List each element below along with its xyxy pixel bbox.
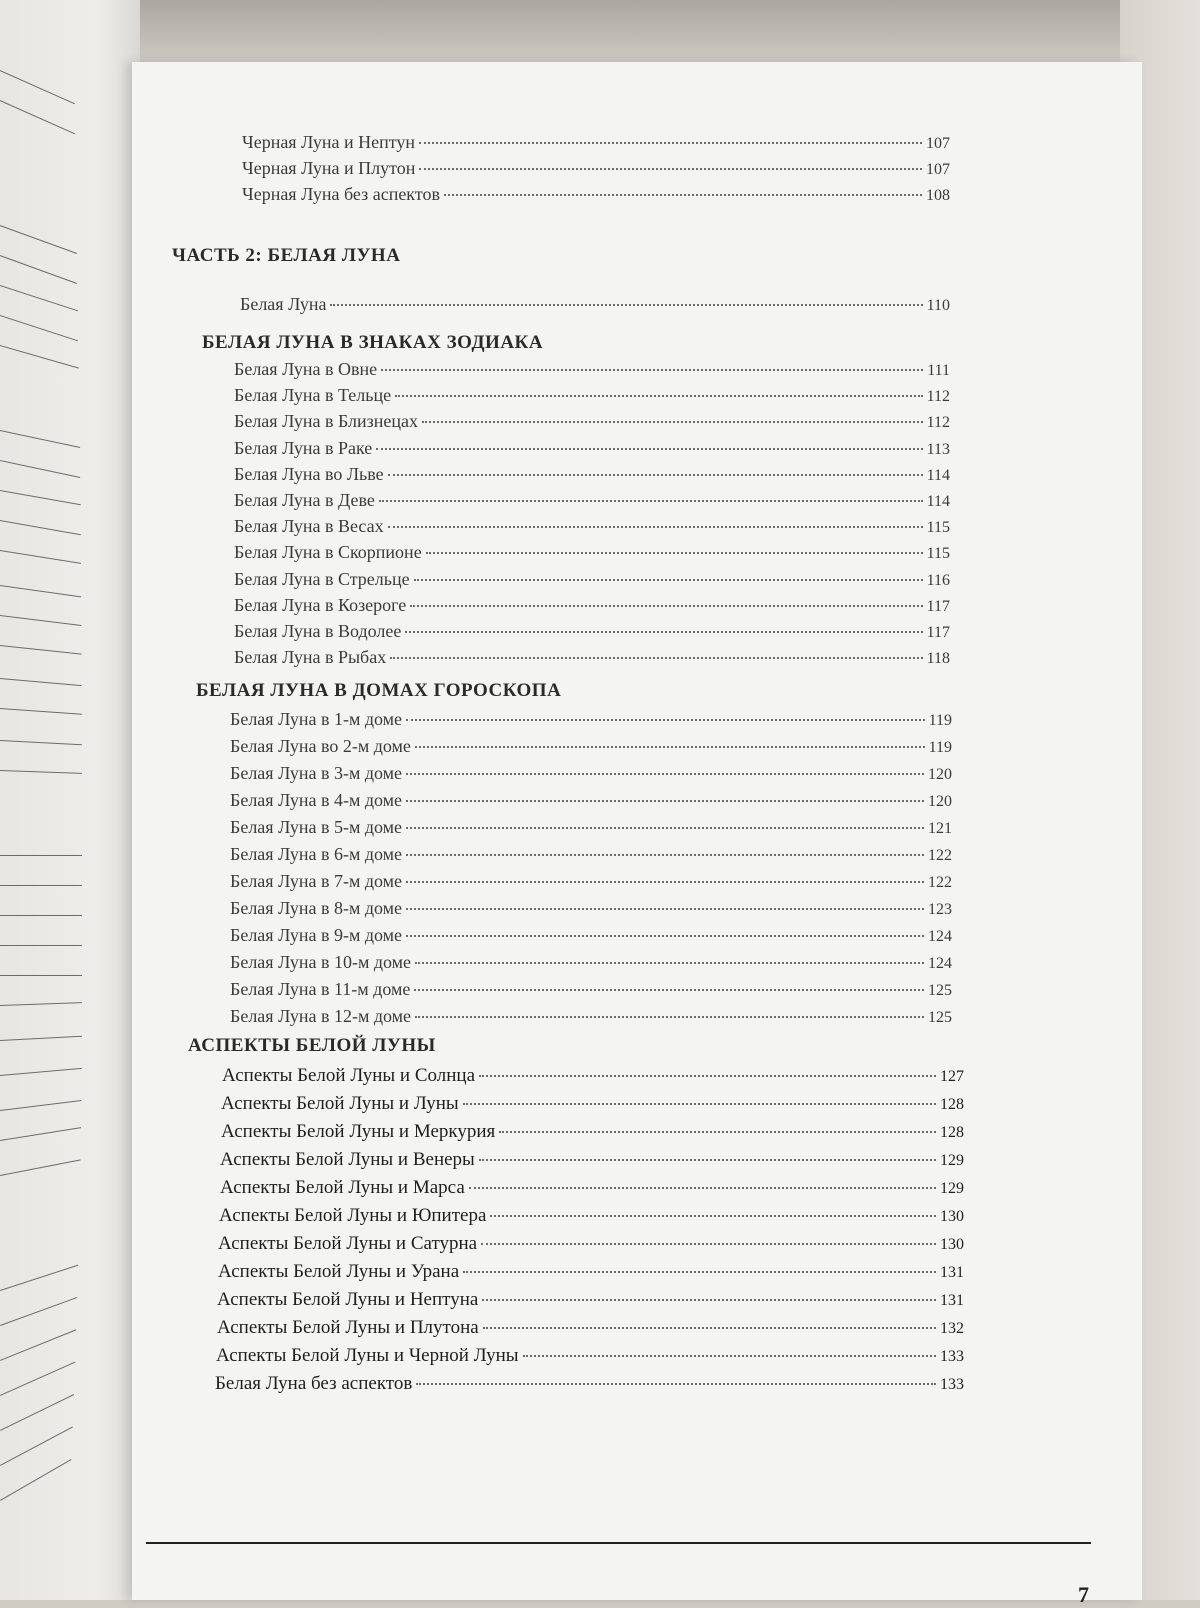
toc-entry [221,1093,964,1115]
footer-rule [146,1542,1091,1544]
dot-leader [390,657,922,659]
toc-entry-page: 128 [940,1124,964,1141]
toc-entry [222,1065,964,1087]
toc-entry-page: 133 [940,1348,964,1365]
dot-leader [395,395,923,397]
toc-entry-page: 111 [927,362,950,379]
toc-entry-page: 129 [940,1152,964,1169]
toc-entry-page: 108 [926,187,950,204]
toc-entry [230,871,952,892]
toc-entry [230,790,952,811]
toc-entry [242,158,950,179]
toc-entry [220,1149,964,1171]
toc-entry [234,542,950,563]
toc-entry-page: 118 [926,650,950,668]
toc-entry-page: 107 [926,161,950,178]
toc-entry-title: Аспекты Белой Луны и Марса [220,1177,465,1198]
toc-entry [230,952,952,973]
dot-leader [406,908,924,910]
book-page [132,62,1142,1607]
toc-entry-title: Белая Луна в Раке [234,437,373,458]
section-heading-signs: БЕЛАЯ ЛУНА В ЗНАКАХ ЗОДИАКА [202,332,544,353]
toc-entry-title: Белая Луна во Льве [234,463,384,484]
toc-entry [230,736,952,757]
dot-leader [490,1215,936,1217]
toc-entry-title: Белая Луна в Близнецах [234,411,419,432]
toc-entry-page: 116 [926,571,950,589]
toc-entry-page: 125 [928,1009,952,1026]
toc-entry-title: Белая Луна в 6-м доме [230,844,403,864]
toc-entry-title: Белая Луна в 11-м доме [230,979,411,999]
toc-entry-title: Белая Луна в Стрельце [234,568,410,589]
toc-entry-title: Белая Луна в 1-м доме [230,709,403,729]
toc-entry-title: Белая Луна в 10-м доме [230,952,412,972]
toc-entry-title: Аспекты Белой Луны и Нептуна [217,1289,479,1310]
toc-entry [216,1345,964,1367]
toc-entry [217,1317,964,1339]
dot-leader [388,474,923,476]
part-heading: ЧАСТЬ 2: БЕЛАЯ ЛУНА [172,245,401,266]
toc-entry-page: 114 [926,466,950,484]
toc-entry-title: Белая Луна в Весах [234,516,384,537]
dot-leader [523,1355,936,1357]
toc-entry-title: Белая Луна в Рыбах [234,647,387,668]
toc-entry-page: 129 [940,1180,964,1197]
dot-leader [426,552,923,554]
toc-entry-page: 115 [926,519,950,537]
dot-leader [422,421,923,423]
toc-entry [242,184,950,205]
toc-entry-title: Белая Луна в Деве [234,490,375,510]
toc-entry-page: 114 [926,493,950,510]
dot-leader [469,1187,936,1189]
toc-entry-title: Черная Луна и Нептун [242,132,415,152]
toc-entry-page: 117 [926,597,950,615]
section-heading-houses: БЕЛАЯ ЛУНА В ДОМАХ ГОРОСКОПА [196,680,562,701]
toc-entry-page: 122 [928,847,952,864]
toc-entry-page: 120 [928,766,952,783]
toc-entry [234,464,950,485]
dot-leader [414,989,924,991]
toc-entry-title: Черная Луна без аспектов [242,184,440,204]
toc-entry-page: 124 [928,955,952,972]
toc-entry [240,294,950,315]
dot-leader [381,369,923,371]
section-heading-aspects: АСПЕКТЫ БЕЛОЙ ЛУНЫ [188,1035,436,1056]
dot-leader [406,854,924,856]
toc-entry-title: Белая Луна в 4-м доме [230,790,403,810]
dot-leader [419,168,922,170]
toc-entry [218,1261,964,1283]
toc-entry-page: 130 [940,1236,964,1253]
toc-entry-title: Аспекты Белой Луны и Венеры [220,1149,475,1170]
dot-leader [406,881,924,883]
toc-entry-page: 124 [928,928,952,945]
dot-leader [479,1075,936,1077]
toc-entry-page: 127 [940,1068,964,1085]
toc-entry-title: Белая Луна [240,294,327,314]
toc-entry-page: 112 [926,388,950,406]
toc-entry [230,1006,952,1027]
toc-entry-page: 119 [928,712,952,729]
dot-leader [406,719,925,721]
toc-entry [234,516,950,537]
toc-entry-page: 113 [926,440,950,458]
toc-entry [230,709,952,730]
dot-leader [406,935,924,937]
toc-entry [234,621,950,642]
left-page-edge [0,0,140,1600]
dot-leader [483,1327,936,1329]
dot-leader [463,1271,936,1273]
toc-entry [234,569,950,590]
dot-leader [479,1159,936,1161]
dot-leader [419,142,922,144]
dot-leader [415,1016,924,1018]
toc-entry-title: Белая Луна в 9-м доме [230,925,403,945]
toc-entry-title: Белая Луна в Козероге [234,594,407,615]
dot-leader [405,631,922,633]
toc-entry-page: 117 [926,624,950,641]
dot-leader [463,1103,936,1105]
toc-entry [230,979,952,1000]
toc-entry-page: 120 [928,793,952,810]
toc-entry-title: Аспекты Белой Луны и Луны [221,1093,459,1114]
toc-entry-title: Аспекты Белой Луны и Урана [218,1261,460,1282]
toc-entry-title: Белая Луна в 5-м доме [230,817,403,837]
toc-entry-page: 128 [940,1096,964,1113]
toc-entry-title: Белая Луна в Овне [234,359,378,379]
dot-leader [481,1243,936,1245]
toc-entry-title: Черная Луна и Плутон [242,158,416,178]
toc-entry [230,817,952,838]
toc-entry-page: 122 [928,874,952,891]
dot-leader [406,800,924,802]
page-number: 7 [1078,1582,1089,1607]
toc-entry-title: Аспекты Белой Луны и Юпитера [219,1205,487,1226]
dot-leader [406,827,924,829]
toc-entry [230,763,952,784]
toc-entry [234,647,950,668]
dot-leader [379,500,923,502]
dot-leader [482,1299,936,1301]
toc-entry-page: 112 [926,414,950,432]
toc-entry [234,359,950,380]
toc-entry [221,1121,964,1143]
toc-entry-title: Белая Луна в Тельце [234,385,392,406]
dot-leader [416,1383,936,1385]
dot-leader [406,773,924,775]
toc-entry-title: Аспекты Белой Луны и Меркурия [221,1121,496,1142]
toc-entry [230,898,952,919]
toc-entry-page: 130 [940,1208,964,1225]
dot-leader [415,962,924,964]
toc-entry-page: 115 [926,545,950,563]
toc-entry [219,1205,964,1227]
toc-entry-title: Белая Луна в 3-м доме [230,763,403,783]
toc-entry-page: 131 [940,1264,964,1281]
toc-entry [234,438,950,459]
dot-leader [415,746,925,748]
dot-leader [499,1131,936,1133]
toc-entry [220,1177,964,1199]
toc-entry [217,1289,964,1311]
toc-entry-title: Белая Луна во 2-м доме [230,736,411,756]
toc-entry-title: Аспекты Белой Луны и Сатурна [218,1233,478,1254]
toc-entry-title: Аспекты Белой Луны и Солнца [222,1065,476,1086]
toc-entry-page: 125 [928,982,952,999]
dot-leader [376,448,922,450]
toc-entry-page: 121 [928,820,952,837]
toc-entry-page: 107 [926,135,950,152]
dot-leader [330,304,922,306]
toc-entry-title: Аспекты Белой Луны и Черной Луны [216,1345,519,1366]
toc-entry-page: 119 [928,739,952,756]
toc-entry-page: 133 [940,1376,964,1393]
toc-entry-title: Белая Луна без аспектов [215,1373,413,1394]
toc-entry-title: Белая Луна в Водолее [234,621,402,641]
toc-entry-page: 110 [926,297,950,314]
toc-entry [242,132,950,153]
toc-entry [234,490,950,511]
toc-entry-page: 132 [940,1320,964,1337]
toc-entry [234,595,950,616]
dot-leader [444,194,922,196]
toc-entry-title: Белая Луна в 7-м доме [230,871,403,891]
dot-leader [414,579,923,581]
dot-leader [410,605,922,607]
toc-entry-title: Белая Луна в 8-м доме [230,898,403,918]
toc-entry [234,411,950,432]
dot-leader [388,526,923,528]
toc-entry-page: 131 [940,1292,964,1309]
toc-entry-title: Белая Луна в 12-м доме [230,1006,412,1026]
toc-entry [234,385,950,406]
toc-entry [218,1233,964,1255]
toc-entry [230,844,952,865]
toc-entry [230,925,952,946]
toc-entry [215,1373,964,1395]
toc-entry-page: 123 [928,901,952,918]
toc-entry-title: Аспекты Белой Луны и Плутона [217,1317,479,1338]
toc-entry-title: Белая Луна в Скорпионе [234,542,422,563]
